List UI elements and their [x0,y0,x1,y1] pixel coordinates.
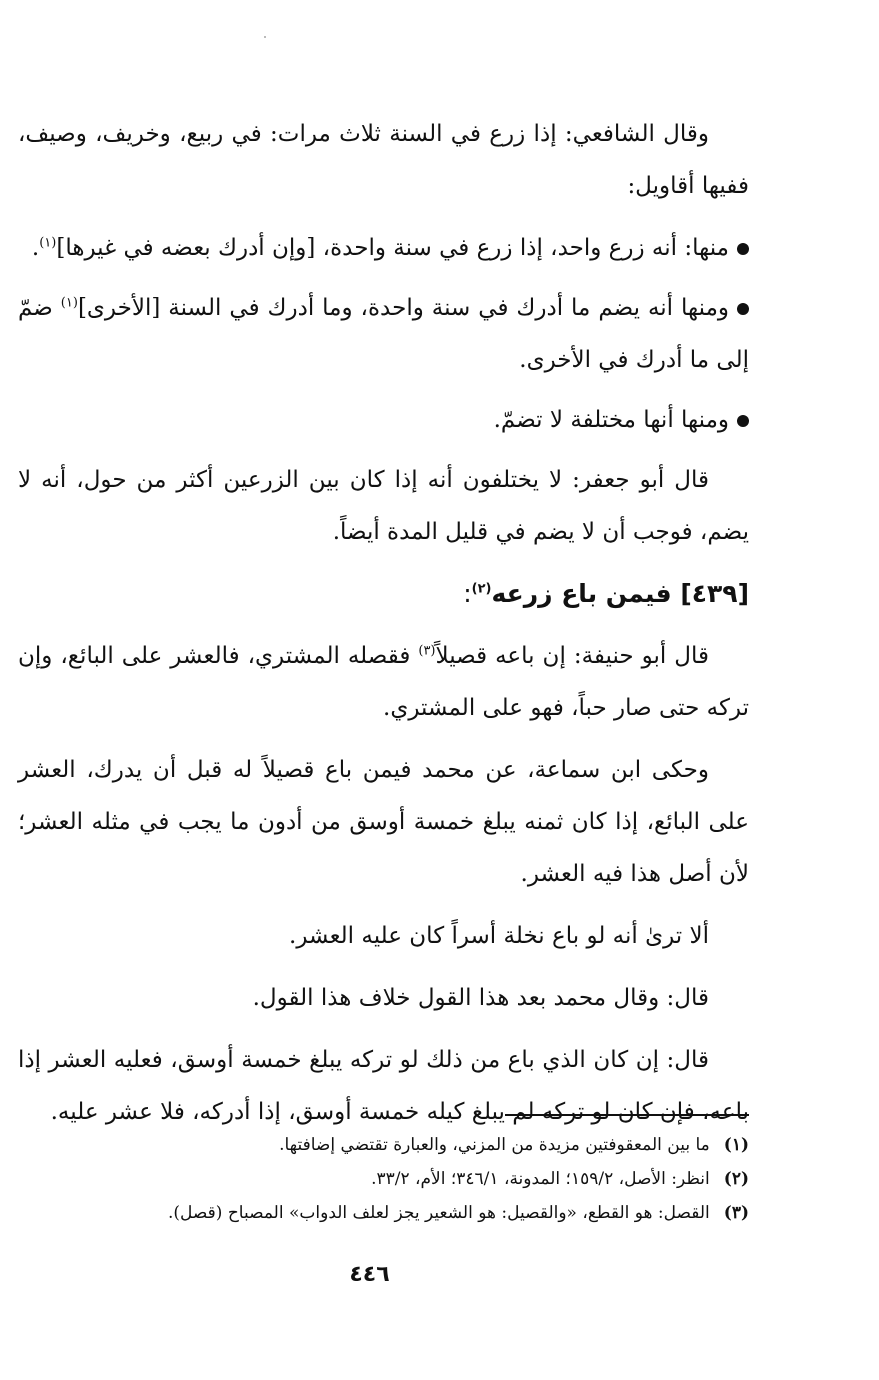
footnote-divider [505,1114,749,1116]
bullet-third-opinion [18,394,749,446]
footnote-text: انظر: الأصل، ١٥٩/٢؛ المدونة، ٣٤٦/١؛ الأم، ٣٣/٢. [371,1169,710,1189]
footnotes [18,1128,749,1230]
footnote-number: (٢) [723,1169,749,1189]
bullet-icon [737,303,749,315]
bullet-third-text: ومنها أنها مختلفة لا تضمّ. [493,407,729,433]
paragraph-abu-jafar-text: قال أبو جعفر: لا يختلفون أنه إذا كان بين الزرعين أكثر من حول، أنه لا يضم، فوجب أن لا يضم في قليل المدة أيضاً. [18,467,749,545]
footnote-number: (١) [723,1135,749,1155]
page-number: ٤٤٦ [349,1262,390,1287]
footnote-2 [18,1162,749,1196]
paragraph-palm-example [18,910,749,962]
paragraph-abu-hanifa-text-b: فقصله المشتري، فالعشر على البائع، وإن تركه حتى صار حباً، فهو على المشتري. [18,643,749,721]
paragraph-muhammad-later [18,972,749,1024]
footnote-ref-2[interactable]: (٢) [471,581,492,597]
footnote-3 [18,1196,749,1230]
bullet-first-text: منها: أنه زرع واحد، إذا زرع في سنة واحدة، [وإن أدرك بعضه في غيرها] [56,235,729,261]
bullet-second-text: ومنها أنه يضم ما أدرك في سنة واحدة، وما أدرك في السنة [الأخرى] [77,295,729,321]
footnote-number: (٣) [723,1203,749,1223]
bullet-icon [737,415,749,427]
section-title: فيمن باع زرعه [491,579,672,608]
footnote-text: القصل: هو القطع، «والقصيل: هو الشعير يجز لعلف الدواب» المصباح (قصل). [168,1203,710,1223]
footnote-1 [18,1128,749,1162]
bullet-second-opinion [18,282,749,386]
paragraph-shafii [18,108,749,212]
footnote-ref-1[interactable]: (١) [39,235,57,251]
bullet-second-end: ضمّ إلى ما أدرك في الأخرى. [18,295,749,373]
paragraph-shafii-text: وقال الشافعي: إذا زرع في السنة ثلاث مرات: في ربيع، وخريف، وصيف، ففيها أقاويل: [18,121,749,199]
scan-speck [264,36,266,38]
paragraph-palm-example-text: ألا ترىٰ أنه لو باع نخلة أسراً كان عليه العشر. [289,923,709,949]
section-heading [18,568,749,620]
paragraph-abu-hanifa [18,630,749,734]
paragraph-abu-hanifa-text-a: قال أبو حنيفة: إن باعه قصيلاً [435,643,709,669]
paragraph-ibn-samaa [18,744,749,900]
bullet-icon [737,243,749,255]
section-number: [٤٣٩] [680,579,749,608]
bullet-first-opinion [18,222,749,274]
paragraph-muhammad-later-text: قال: وقال محمد بعد هذا القول خلاف هذا القول. [252,985,709,1011]
section-colon: : [463,579,472,608]
footnote-text: ما بين المعقوفتين مزيدة من المزني، والعبارة تقتضي إضافتها. [279,1135,710,1155]
paragraph-abu-jafar [18,454,749,558]
footnote-ref-3[interactable]: (٣) [418,643,436,659]
bullet-first-end: . [31,235,40,261]
paragraph-five-awsuq [18,1034,749,1138]
footnote-ref-1b[interactable]: (١) [60,295,78,311]
paragraph-five-awsuq-text: قال: إن كان الذي باع من ذلك لو تركه يبلغ خمسة أوسق، فعليه العشر إذا باعه، فإن كان لو تركه لم يبلغ كيله خمسة أوسق، إذا أدركه، فلا عشر عليه. [18,1047,749,1125]
page-body [18,108,749,1148]
paragraph-ibn-samaa-text: وحكى ابن سماعة، عن محمد فيمن باع قصيلاً له قبل أن يدرك، العشر على البائع، إذا كان ثمنه يبلغ خمسة أوسق من أدون ما يجب في مثله العشر؛ لأن أصل هذا فيه العشر. [18,757,749,887]
